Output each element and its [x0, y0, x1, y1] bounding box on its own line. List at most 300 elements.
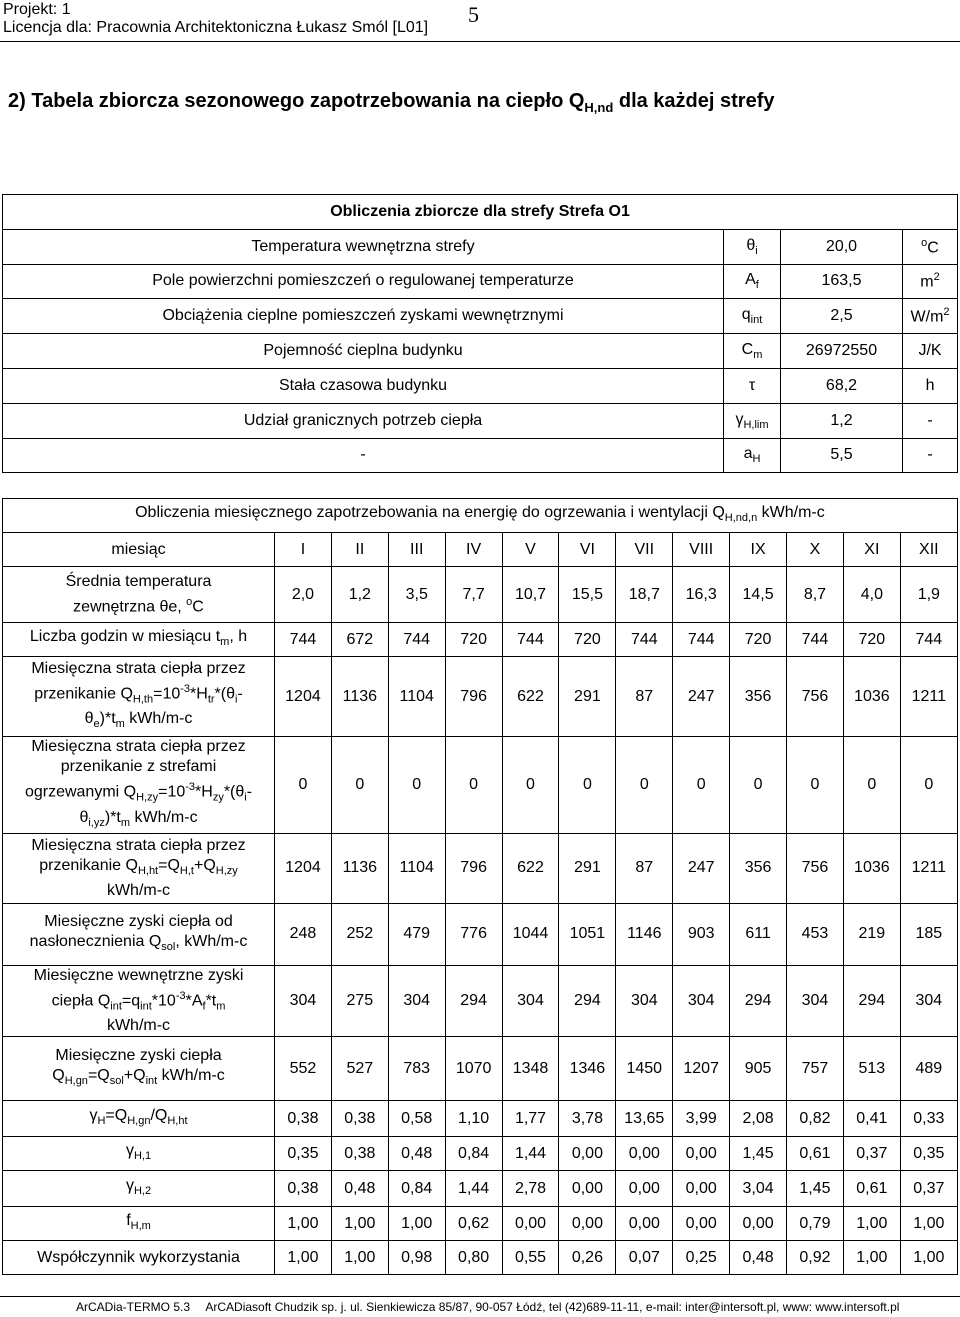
label-fragment: *t — [205, 992, 217, 1010]
summary-unit — [903, 438, 958, 473]
monthly-value: 0,84 — [445, 1137, 502, 1171]
label-fragment: o — [186, 595, 193, 608]
month-header: VI — [559, 533, 616, 567]
label-fragment: H,ht — [167, 1115, 188, 1128]
symbol-subscript: H,lim — [743, 418, 769, 431]
monthly-value: 304 — [900, 965, 957, 1037]
monthly-value: 294 — [559, 965, 616, 1037]
monthly-value: 744 — [787, 623, 844, 657]
footer-product: ArCADia-TERMO 5.3 — [76, 1300, 191, 1314]
monthly-row-qint — [3, 965, 958, 1037]
monthly-value: 756 — [787, 657, 844, 737]
monthly-value: 10,7 — [502, 567, 559, 623]
monthly-value: 0,41 — [843, 1101, 900, 1137]
label-fragment: H,gn — [127, 1115, 151, 1128]
summary-label: Temperatura wewnętrzna strefy — [3, 229, 724, 264]
monthly-value: 304 — [275, 965, 332, 1037]
monthly-value: 219 — [843, 903, 900, 965]
label-fragment: ciepła Q — [51, 992, 111, 1010]
monthly-value: 1211 — [900, 833, 957, 903]
monthly-value: 0,82 — [787, 1101, 844, 1137]
monthly-value: 672 — [331, 623, 388, 657]
monthly-value: 0,26 — [559, 1241, 616, 1275]
monthly-value: 1,00 — [275, 1207, 332, 1241]
monthly-value: 1,00 — [388, 1207, 445, 1241]
monthly-value: 622 — [502, 657, 559, 737]
label-fragment: m — [220, 636, 230, 649]
symbol-base: τ — [748, 376, 756, 394]
monthly-value: 513 — [843, 1037, 900, 1101]
label-fragment: *(θ — [214, 684, 235, 702]
month-header: X — [787, 533, 844, 567]
summary-value: 1,2 — [781, 403, 903, 438]
unit-base: - — [927, 411, 933, 429]
monthly-value: 304 — [673, 965, 730, 1037]
label-fragment: kWh/m-c — [130, 808, 198, 826]
monthly-value: 720 — [559, 623, 616, 657]
label-fragment: int — [145, 1075, 158, 1088]
monthly-row-label — [3, 903, 275, 965]
monthly-value: 356 — [730, 657, 787, 737]
monthly-value: 1044 — [502, 903, 559, 965]
monthly-value: 0,00 — [673, 1171, 730, 1207]
monthly-value: 13,65 — [616, 1101, 673, 1137]
monthly-value: 479 — [388, 903, 445, 965]
monthly-value: 0,00 — [730, 1207, 787, 1241]
label-fragment: =Q — [158, 856, 180, 874]
monthly-value: 1136 — [331, 657, 388, 737]
summary-value: 2,5 — [781, 299, 903, 334]
monthly-value: 1211 — [900, 657, 957, 737]
monthly-value: 453 — [787, 903, 844, 965]
label-fragment: θ — [79, 808, 89, 826]
month-header: I — [275, 533, 332, 567]
monthly-value: 4,0 — [843, 567, 900, 623]
monthly-value: 744 — [388, 623, 445, 657]
monthly-row-gammah — [3, 1101, 958, 1137]
summary-unit — [903, 368, 958, 403]
monthly-value: 0,00 — [616, 1207, 673, 1241]
month-header: IX — [730, 533, 787, 567]
label-fragment: zewnętrzna θe, — [73, 598, 187, 616]
monthly-row-qsol — [3, 903, 958, 965]
summary-symbol — [724, 403, 781, 438]
label-fragment: *H — [195, 783, 213, 801]
label-fragment: *10 — [151, 992, 176, 1010]
label-fragment: Współczynnik wykorzystania — [37, 1248, 240, 1266]
monthly-value: 0,38 — [275, 1171, 332, 1207]
monthly-value: 0 — [502, 737, 559, 834]
monthly-value: 1,44 — [502, 1137, 559, 1171]
monthly-value: 291 — [559, 833, 616, 903]
monthly-value: 720 — [843, 623, 900, 657]
footer — [76, 1300, 899, 1314]
label-fragment: Miesięczna strata ciepła przez — [31, 836, 246, 854]
label-fragment: =q — [121, 992, 141, 1010]
monthly-value: 0,00 — [673, 1207, 730, 1241]
summary-symbol — [724, 299, 781, 334]
label-fragment: int — [110, 1000, 122, 1013]
label-fragment: Miesięczna strata ciepła przez — [31, 738, 246, 755]
monthly-value: 1,00 — [900, 1241, 957, 1275]
monthly-row-label — [3, 567, 275, 623]
summary-unit — [903, 299, 958, 334]
monthly-value: 252 — [331, 903, 388, 965]
label-fragment: f — [202, 1000, 206, 1013]
summary-table — [2, 194, 958, 473]
summary-value: 163,5 — [781, 264, 903, 299]
monthly-value: 0,62 — [445, 1207, 502, 1241]
label-fragment: i,yz — [88, 816, 105, 829]
monthly-value: 1,00 — [331, 1207, 388, 1241]
month-header: III — [388, 533, 445, 567]
monthly-value: 304 — [616, 965, 673, 1037]
monthly-value: 304 — [787, 965, 844, 1037]
monthly-value: 0 — [730, 737, 787, 834]
monthly-value: 1346 — [559, 1037, 616, 1101]
symbol-subscript: f — [755, 279, 759, 292]
label-fragment: +Q — [193, 856, 216, 874]
monthly-value: 0,00 — [559, 1207, 616, 1241]
symbol-base: C — [741, 340, 754, 358]
label-fragment: m — [115, 718, 125, 731]
monthly-row-label — [3, 1241, 275, 1275]
summary-title-row — [3, 195, 958, 230]
month-header: II — [331, 533, 388, 567]
month-label: miesiąc — [3, 533, 275, 567]
label-fragment: =Q — [105, 1107, 128, 1125]
label-fragment: *H — [190, 684, 208, 702]
monthly-row-qhht — [3, 833, 958, 903]
label-fragment: -3 — [180, 682, 191, 695]
monthly-value: 0,38 — [331, 1137, 388, 1171]
summary-symbol — [724, 438, 781, 473]
summary-row — [3, 264, 958, 299]
monthly-value: 905 — [730, 1037, 787, 1101]
monthly-value: 0,37 — [843, 1137, 900, 1171]
monthly-value: 0,61 — [843, 1171, 900, 1207]
monthly-value: 3,04 — [730, 1171, 787, 1207]
label-fragment: m — [216, 1000, 226, 1013]
label-fragment: )*t — [99, 710, 116, 728]
label-fragment: =10 — [158, 783, 186, 801]
label-fragment: i — [244, 791, 247, 804]
unit-base: W/m — [910, 308, 944, 326]
symbol-base: θ — [746, 236, 756, 254]
monthly-value: 1450 — [616, 1037, 673, 1101]
symbol-subscript: H — [752, 453, 761, 466]
monthly-value: 744 — [900, 623, 957, 657]
label-fragment: H,m — [130, 1220, 151, 1233]
monthly-value: 552 — [275, 1037, 332, 1101]
monthly-value: 0,48 — [388, 1137, 445, 1171]
monthly-value: 1146 — [616, 903, 673, 965]
monthly-value: 489 — [900, 1037, 957, 1101]
monthly-value: 0 — [559, 737, 616, 834]
monthly-value: 291 — [559, 657, 616, 737]
monthly-value: 0,61 — [787, 1137, 844, 1171]
monthly-value: 903 — [673, 903, 730, 965]
monthly-value: 8,7 — [787, 567, 844, 623]
monthly-value: 275 — [331, 965, 388, 1037]
monthly-table — [2, 498, 958, 1275]
summary-unit — [903, 403, 958, 438]
label-fragment: Miesięczne wewnętrzne zyski — [33, 966, 244, 984]
monthly-row-label — [3, 1137, 275, 1171]
label-fragment: )*t — [104, 808, 121, 826]
monthly-value: 0,00 — [616, 1137, 673, 1171]
monthly-value: 757 — [787, 1037, 844, 1101]
symbol-subscript: m — [753, 349, 763, 362]
monthly-value: 1,45 — [730, 1137, 787, 1171]
month-header: XII — [900, 533, 957, 567]
monthly-value: 756 — [787, 833, 844, 903]
monthly-value: 304 — [388, 965, 445, 1037]
label-fragment: H,th — [132, 693, 154, 706]
label-fragment: tr — [207, 693, 215, 706]
label-fragment: int — [140, 1000, 152, 1013]
monthly-value: 1,45 — [787, 1171, 844, 1207]
symbol-subscript: int — [750, 314, 763, 327]
monthly-value: 294 — [730, 965, 787, 1037]
monthly-value: 1348 — [502, 1037, 559, 1101]
monthly-value: 87 — [616, 833, 673, 903]
monthly-value: 0,00 — [502, 1207, 559, 1241]
monthly-value: 0,35 — [900, 1137, 957, 1171]
label-fragment: zy — [212, 791, 224, 804]
monthly-value: 2,0 — [275, 567, 332, 623]
monthly-value: 622 — [502, 833, 559, 903]
monthly-value: 2,08 — [730, 1101, 787, 1137]
symbol-base: γ — [735, 410, 744, 428]
summary-label: Pojemność cieplna budynku — [3, 334, 724, 369]
label-fragment: H,1 — [133, 1150, 152, 1163]
summary-row — [3, 229, 958, 264]
summary-row — [3, 438, 958, 473]
summary-label: Stała czasowa budynku — [3, 368, 724, 403]
summary-row — [3, 368, 958, 403]
summary-unit — [903, 264, 958, 299]
monthly-row-fhm — [3, 1207, 958, 1241]
monthly-value: 744 — [275, 623, 332, 657]
monthly-row-label — [3, 1171, 275, 1207]
month-header-row — [3, 533, 958, 567]
monthly-value: 783 — [388, 1037, 445, 1101]
monthly-value: 0,84 — [388, 1171, 445, 1207]
label-fragment: Liczba godzin w miesiącu t — [29, 627, 221, 645]
monthly-value: 0,37 — [900, 1171, 957, 1207]
monthly-value: 0 — [787, 737, 844, 834]
label-fragment: , h — [229, 627, 248, 645]
summary-label: Udział granicznych potrzeb ciepła — [3, 403, 724, 438]
monthly-value: 0,38 — [275, 1101, 332, 1137]
label-fragment: - — [246, 783, 253, 801]
label-fragment: -3 — [185, 781, 196, 793]
monthly-value: 0,55 — [502, 1241, 559, 1275]
symbol-base: q — [741, 306, 751, 324]
label-fragment: =10 — [153, 684, 181, 702]
monthly-value: 0,38 — [331, 1101, 388, 1137]
monthly-value: 247 — [673, 833, 730, 903]
label-fragment: , kWh/m-c — [175, 932, 248, 950]
label-fragment: Q — [52, 1067, 65, 1085]
summary-symbol — [724, 229, 781, 264]
monthly-value: 0,98 — [388, 1241, 445, 1275]
label-fragment: θ — [84, 710, 94, 728]
footer-company: ArCADiasoft Chudzik sp. j. ul. Sienkiewicza 85/87, 90-057 Łódź, tel (42)689-11-11, e-mail: inter@intersoft.pl, www: www.intersoft.pl — [205, 1300, 900, 1314]
monthly-value: 0,58 — [388, 1101, 445, 1137]
summary-label: Obciążenia cieplne pomieszczeń zyskami wewnętrznymi — [3, 299, 724, 334]
monthly-row-temp — [3, 567, 958, 623]
summary-value: 68,2 — [781, 368, 903, 403]
label-fragment: *(θ — [223, 783, 245, 801]
monthly-value: 3,78 — [559, 1101, 616, 1137]
monthly-row-label — [3, 1207, 275, 1241]
monthly-value: 0 — [843, 737, 900, 834]
summary-symbol — [724, 368, 781, 403]
monthly-value: 1070 — [445, 1037, 502, 1101]
label-fragment: f — [126, 1212, 131, 1230]
monthly-value: 720 — [730, 623, 787, 657]
monthly-value: 796 — [445, 657, 502, 737]
label-fragment: Miesięczna strata ciepła przez — [31, 659, 246, 677]
label-fragment: γ — [125, 1177, 134, 1195]
monthly-value: 0,80 — [445, 1241, 502, 1275]
symbol-base: a — [743, 445, 753, 463]
monthly-value: 0 — [616, 737, 673, 834]
monthly-value: 611 — [730, 903, 787, 965]
monthly-row-qhth — [3, 657, 958, 737]
unit-base: C — [927, 238, 939, 256]
monthly-row-label — [3, 623, 275, 657]
monthly-value: 0,00 — [673, 1137, 730, 1171]
section-title: 2) Tabela zbiorcza sezonowego zapotrzebowania na ciepło $Q_{H,nd}$ dla każdej strefy — [8, 90, 775, 115]
license-label: Licencja dla: Pracownia Architektoniczna Łukasz Smól [L01] — [3, 19, 429, 36]
monthly-value: 1036 — [843, 833, 900, 903]
monthly-row-util — [3, 1241, 958, 1275]
label-fragment: H,t — [179, 864, 194, 877]
monthly-value: 294 — [843, 965, 900, 1037]
monthly-value: 1,9 — [900, 567, 957, 623]
month-header: VII — [616, 533, 673, 567]
monthly-value: 0 — [900, 737, 957, 834]
unit-base: m — [920, 273, 934, 291]
monthly-title-row — [3, 499, 958, 533]
label-fragment: kWh/m-c — [106, 1017, 171, 1035]
monthly-value: 1051 — [559, 903, 616, 965]
monthly-value: 18,7 — [616, 567, 673, 623]
label-fragment: e — [93, 718, 100, 731]
unit-base: J/K — [918, 342, 942, 360]
label-fragment: /Q — [150, 1107, 168, 1125]
monthly-value: 1,2 — [331, 567, 388, 623]
label-fragment: =Q — [87, 1067, 110, 1085]
monthly-value: 87 — [616, 657, 673, 737]
summary-row — [3, 299, 958, 334]
label-fragment: *A — [185, 992, 203, 1010]
unit-superscript: o — [921, 236, 928, 249]
month-header: IV — [445, 533, 502, 567]
unit-superscript: 2 — [943, 306, 950, 319]
monthly-value: 0 — [331, 737, 388, 834]
label-fragment: Miesięczne zyski ciepła od — [44, 912, 233, 930]
monthly-value: 744 — [502, 623, 559, 657]
label-fragment: -3 — [175, 989, 186, 1002]
monthly-value: 0,00 — [559, 1137, 616, 1171]
monthly-row-label — [3, 833, 275, 903]
monthly-row-qhgn — [3, 1037, 958, 1101]
label-fragment: Średnia temperatura — [65, 572, 212, 590]
symbol-subscript: i — [755, 244, 758, 257]
month-header: XI — [843, 533, 900, 567]
label-fragment: H,zy — [215, 864, 238, 877]
month-header: VIII — [673, 533, 730, 567]
label-fragment: m — [120, 816, 131, 829]
monthly-value: 0,33 — [900, 1101, 957, 1137]
summary-unit — [903, 229, 958, 264]
monthly-value: 1,00 — [331, 1241, 388, 1275]
label-fragment: - — [237, 684, 243, 702]
monthly-value: 16,3 — [673, 567, 730, 623]
label-fragment: sol — [161, 940, 176, 953]
summary-label: - — [3, 438, 724, 473]
monthly-value: 356 — [730, 833, 787, 903]
monthly-row-label — [3, 1037, 275, 1101]
monthly-value: 304 — [502, 965, 559, 1037]
monthly-row-label — [3, 657, 275, 737]
monthly-value: 0 — [275, 737, 332, 834]
label-fragment: przenikanie Q — [34, 684, 133, 702]
label-fragment: kWh/m-c — [124, 710, 193, 728]
project-label: Projekt: 1 — [3, 1, 71, 18]
summary-value: 20,0 — [781, 229, 903, 264]
monthly-value: 1,10 — [445, 1101, 502, 1137]
monthly-value: 0 — [388, 737, 445, 834]
label-fragment: kWh/m-c — [106, 881, 171, 899]
monthly-value: 2,78 — [502, 1171, 559, 1207]
monthly-value: 1,77 — [502, 1101, 559, 1137]
month-header: V — [502, 533, 559, 567]
summary-title: Obliczenia zbiorcze dla strefy Strefa O1 — [3, 195, 958, 230]
monthly-title: Obliczenia miesięcznego zapotrzebowania na energię do ogrzewania i wentylacji $Q_{H,nd,n}$ kWh/m-c — [3, 499, 958, 533]
monthly-value: 185 — [900, 903, 957, 965]
monthly-row-label — [3, 1101, 275, 1137]
monthly-value: 0 — [673, 737, 730, 834]
monthly-value: 0,00 — [559, 1171, 616, 1207]
label-fragment: nasłonecznienia Q — [29, 932, 162, 950]
monthly-value: 15,5 — [559, 567, 616, 623]
label-fragment: i — [235, 693, 238, 706]
monthly-value: 1204 — [275, 833, 332, 903]
monthly-value: 0,07 — [616, 1241, 673, 1275]
monthly-value: 1,00 — [843, 1207, 900, 1241]
label-fragment: przenikanie z strefami — [60, 758, 217, 775]
monthly-value: 1036 — [843, 657, 900, 737]
monthly-value: 0,92 — [787, 1241, 844, 1275]
label-fragment: kWh/m-c — [157, 1067, 225, 1085]
monthly-value: 0,35 — [275, 1137, 332, 1171]
monthly-value: 3,99 — [673, 1101, 730, 1137]
monthly-value: 7,7 — [445, 567, 502, 623]
page-number: 5 — [468, 2, 479, 27]
label-fragment: +Q — [123, 1067, 146, 1085]
monthly-value: 1,00 — [275, 1241, 332, 1275]
monthly-value: 248 — [275, 903, 332, 965]
label-fragment: H,2 — [133, 1185, 152, 1198]
label-fragment: C — [192, 598, 204, 616]
monthly-value: 0,00 — [616, 1171, 673, 1207]
header-rule — [0, 41, 960, 42]
